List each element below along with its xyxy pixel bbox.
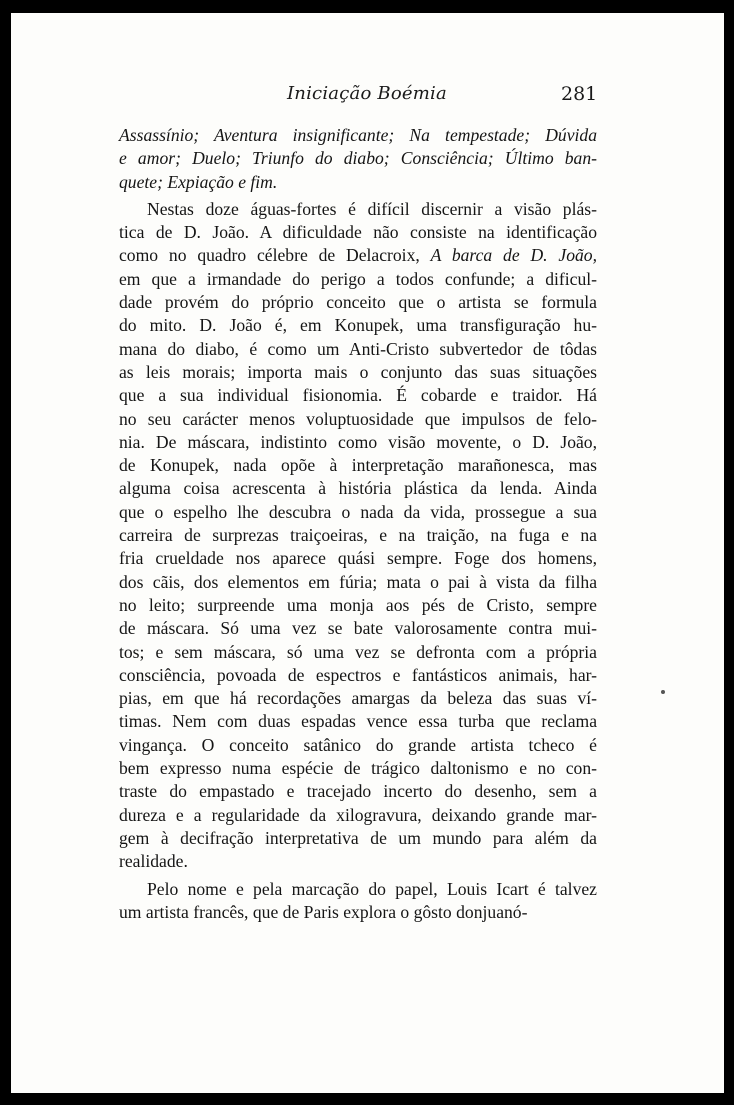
text-line [119, 827, 597, 850]
text-segment: vingança. O conceito satânico do grande artista tcheco é [119, 734, 597, 755]
text-line [119, 244, 597, 267]
paragraph [119, 878, 597, 925]
text-segment: bem expresso numa espécie de trágico daltonismo e no con- [119, 758, 597, 779]
text-line [119, 664, 597, 687]
text-segment: Pelo nome e pela marcação do papel, Louis Icart é talvez [147, 878, 597, 899]
text-segment: nia. De máscara, indistinto como visão movente, o D. João, [119, 431, 597, 452]
text-line [119, 780, 597, 803]
text-line [119, 734, 597, 757]
text-segment: tica de D. João. A dificuldade não consiste na identificação [119, 222, 597, 243]
text-line [119, 901, 597, 924]
text-line [119, 547, 597, 570]
text-segment: no seu carácter menos voluptuosidade que impulsos de felo- [119, 408, 597, 429]
text-line [119, 524, 597, 547]
text-segment: realidade. [119, 851, 188, 872]
text-segment: um artista francês, que de Paris explora o gôsto donjuanó- [119, 901, 528, 922]
text-line [119, 198, 597, 221]
text-segment: que o espelho lhe descubra o nada da vida, prossegue a sua [119, 501, 597, 522]
text-line [119, 687, 597, 710]
text-segment: do mito. D. João é, em Konupek, uma transfiguração hu- [119, 315, 597, 336]
text-line [119, 268, 597, 291]
text-line [119, 850, 597, 873]
italic-text: A barca de D. João, [430, 245, 597, 266]
text-line [119, 314, 597, 337]
italic-text: quete; Expiação e fim. [119, 171, 278, 192]
text-line [119, 571, 597, 594]
text-segment: dureza e a regularidade da xilogravura, deixando grande mar- [119, 804, 597, 825]
text-segment: em que a irmandade do perigo a todos confunde; a dificul- [119, 268, 597, 289]
text-line [119, 431, 597, 454]
text-line [119, 291, 597, 314]
text-segment: timas. Nem com duas espadas vence essa turba que reclama [119, 711, 597, 732]
text-segment: tos; e sem máscara, só uma vez se defronta com a própria [119, 641, 597, 662]
paragraph [119, 124, 597, 194]
page-header [11, 83, 724, 113]
text-segment: as leis morais; importa mais o conjunto das suas situações [119, 361, 597, 382]
text-segment: no leito; surpreende uma monja aos pés de Cristo, sempre [119, 594, 597, 615]
page-number: 281 [561, 83, 598, 105]
text-line [119, 384, 597, 407]
book-page [11, 13, 724, 1093]
text-segment: alguma coisa acrescenta à história plástica da lenda. Ainda [119, 478, 597, 499]
text-line [119, 361, 597, 384]
running-title: Iniciação Boémia [287, 83, 447, 104]
text-segment: dade provém do próprio conceito que o artista se formula [119, 292, 597, 313]
text-line [119, 477, 597, 500]
text-line [119, 408, 597, 431]
italic-text: Assassínio; Aventura insignificante; Na tempestade; Dúvida [119, 125, 597, 145]
text-line [119, 454, 597, 477]
text-segment: como no quadro célebre de Delacroix, [119, 245, 431, 266]
text-line [119, 501, 597, 524]
paper-speck [661, 690, 665, 694]
text-segment: de máscara. Só uma vez se bate valorosamente contra mui- [119, 618, 597, 639]
text-segment: fria crueldade nos aparece quási sempre. Foge dos homens, [119, 548, 597, 569]
text-line [119, 641, 597, 664]
text-line [119, 338, 597, 361]
text-line [119, 594, 597, 617]
paragraph [119, 198, 597, 874]
text-line [119, 147, 597, 170]
text-line [119, 171, 597, 194]
text-line [119, 757, 597, 780]
text-segment: consciência, povoada de espectros e fantásticos animais, har- [119, 664, 597, 685]
text-segment: de Konupek, nada opõe à interpretação marañonesca, mas [119, 455, 597, 476]
text-segment: que a sua individual fisionomia. É cobarde e traidor. Há [119, 385, 597, 406]
text-line [119, 710, 597, 733]
text-segment: pias, em que há recordações amargas da beleza das suas ví- [119, 688, 597, 709]
text-line [119, 221, 597, 244]
text-segment: Nestas doze águas-fortes é difícil discernir a visão plás- [147, 198, 597, 219]
text-segment: dos cãis, dos elementos em fúria; mata o pai à vista da filha [119, 571, 597, 592]
text-segment: gem à decifração interpretativa de um mundo para além da [119, 827, 597, 848]
text-segment: traste do empastado e tracejado incerto do desenho, sem a [119, 781, 597, 802]
text-line [119, 804, 597, 827]
text-line [119, 124, 597, 147]
body-text [119, 124, 597, 924]
text-line [119, 617, 597, 640]
text-segment: mana do diabo, é como um Anti-Cristo subvertedor de tôdas [119, 338, 597, 359]
text-line [119, 878, 597, 901]
italic-text: e amor; Duelo; Triunfo do diabo; Consciência; Último ban- [119, 148, 597, 169]
text-segment: carreira de surprezas traiçoeiras, e na traição, na fuga e na [119, 525, 597, 546]
